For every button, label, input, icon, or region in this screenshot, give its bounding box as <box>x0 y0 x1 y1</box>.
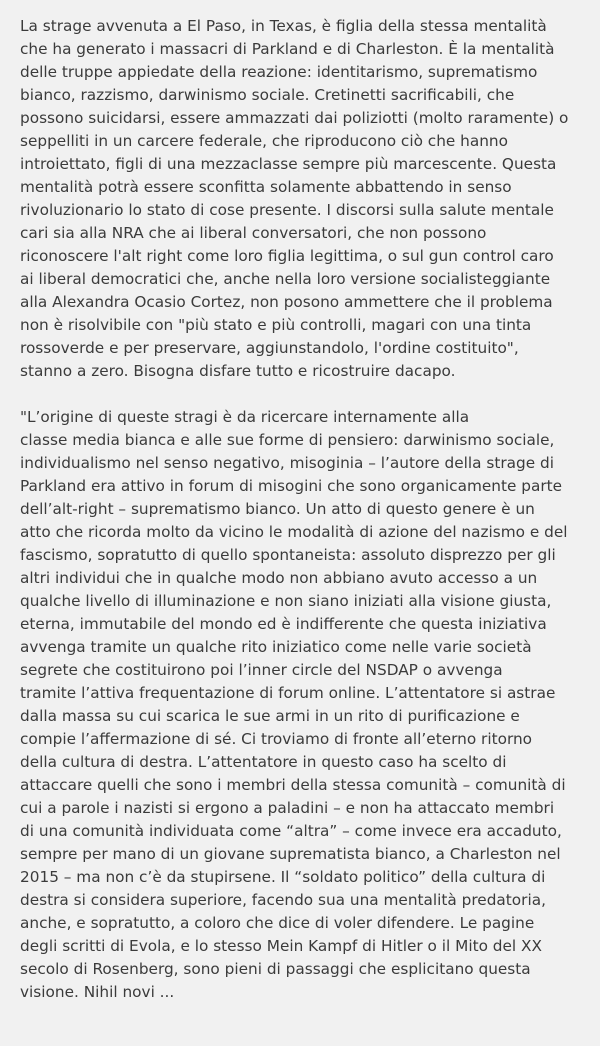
text-line: fascismo, sopratutto di quello spontaneista: assoluto disprezzo per gli <box>20 546 556 564</box>
text-line: della cultura di destra. L’attentatore in questo caso ha scelto di <box>20 753 507 771</box>
text-line: cari sia alla NRA che ai liberal conversatori, che non possono <box>20 224 487 242</box>
text-line: atto che ricorda molto da vicino le modalità di azione del nazismo e del <box>20 523 568 541</box>
text-line: attaccare quelli che sono i membri della stessa comunità – comunità di <box>20 776 566 794</box>
text-line: avvenga tramite un qualche rito iniziatico come nelle varie società <box>20 638 532 656</box>
paragraph-2-quote <box>20 406 588 1004</box>
text-line: visione. Nihil novi ... <box>20 983 175 1001</box>
text-line: classe media bianca e alle sue forme di pensiero: darwinismo sociale, <box>20 431 555 449</box>
text-line: introiettato, figli di una mezzaclasse sempre più marcescente. Questa <box>20 155 557 173</box>
text-line: cui a parole i nazisti si ergono a paladini – e non ha attaccato membri <box>20 799 555 817</box>
text-line: delle truppe appiedate della reazione: identitarismo, suprematismo <box>20 63 538 81</box>
text-line: alla Alexandra Ocasio Cortez, non posono ammettere che il problema <box>20 293 553 311</box>
text-line: La strage avvenuta a El Paso, in Texas, è figlia della stessa mentalità <box>20 17 547 35</box>
text-line: tramite l’attiva frequentazione di forum online. L’attentatore si astrae <box>20 684 556 702</box>
text-line: ai liberal democratici che, anche nella loro versione socialisteggiante <box>20 270 551 288</box>
text-line: secolo di Rosenberg, sono pieni di passaggi che esplicitano questa <box>20 960 531 978</box>
text-line: sempre per mano di un giovane suprematista bianco, a Charleston nel <box>20 845 561 863</box>
text-line: segrete che costituirono poi l’inner circle del NSDAP o avvenga <box>20 661 503 679</box>
text-line: compie l’affermazione di sé. Ci troviamo di fronte all’eterno ritorno <box>20 730 533 748</box>
text-line: non è risolvibile con "più stato e più controlli, magari con una tinta <box>20 316 532 334</box>
text-line: che ha generato i massacri di Parkland e di Charleston. È la mentalità <box>20 40 555 58</box>
text-line: stanno a zero. Bisogna disfare tutto e ricostruire dacapo. <box>20 362 456 380</box>
text-line: dalla massa su cui scarica le sue armi in un rito di purificazione e <box>20 707 520 725</box>
text-line: qualche livello di illuminazione e non siano iniziati alla visione giusta, <box>20 592 552 610</box>
text-line: Parkland era attivo in forum di misogini che sono organicamente parte <box>20 477 563 495</box>
text-line: anche, e sopratutto, a coloro che dice di voler difendere. Le pagine <box>20 914 535 932</box>
text-line: di una comunità individuata come “altra” – come invece era accaduto, <box>20 822 562 840</box>
text-line: bianco, razzismo, darwinismo sociale. Cretinetti sacrificabili, che <box>20 86 515 104</box>
text-line: mentalità potrà essere sconfitta solamente abbattendo in senso <box>20 178 512 196</box>
text-line: eterna, immutabile del mondo ed è indifferente che questa iniziativa <box>20 615 547 633</box>
text-line: riconoscere l'alt right come loro figlia legittima, o sul gun control caro <box>20 247 554 265</box>
text-line: seppelliti in un carcere federale, che riproducono ciò che hanno <box>20 132 508 150</box>
text-line: destra si considera superiore, facendo sua una mentalità predatoria, <box>20 891 546 909</box>
text-line: dell’alt-right – suprematismo bianco. Un atto di questo genere è un <box>20 500 535 518</box>
text-line: possono suicidarsi, essere ammazzati dai poliziotti (molto raramente) o <box>20 109 569 127</box>
text-line: individualismo nel senso negativo, misoginia – l’autore della strage di <box>20 454 554 472</box>
text-line: "L’origine di queste stragi è da ricercare internamente alla <box>20 408 470 426</box>
text-line: degli scritti di Evola, e lo stesso Mein Kampf di Hitler o il Mito del XX <box>20 937 542 955</box>
text-line: altri individui che in qualche modo non abbiano avuto accesso a un <box>20 569 538 587</box>
text-line: rossoverde e per preservare, aggiunstandolo, l'ordine costituito", <box>20 339 519 357</box>
text-line: 2015 – ma non c’è da stupirsene. Il “soldato politico” della cultura di <box>20 868 546 886</box>
paragraph-1 <box>20 15 588 383</box>
text-line: rivoluzionario lo stato di cose presente. I discorsi sulla salute mentale <box>20 201 554 219</box>
